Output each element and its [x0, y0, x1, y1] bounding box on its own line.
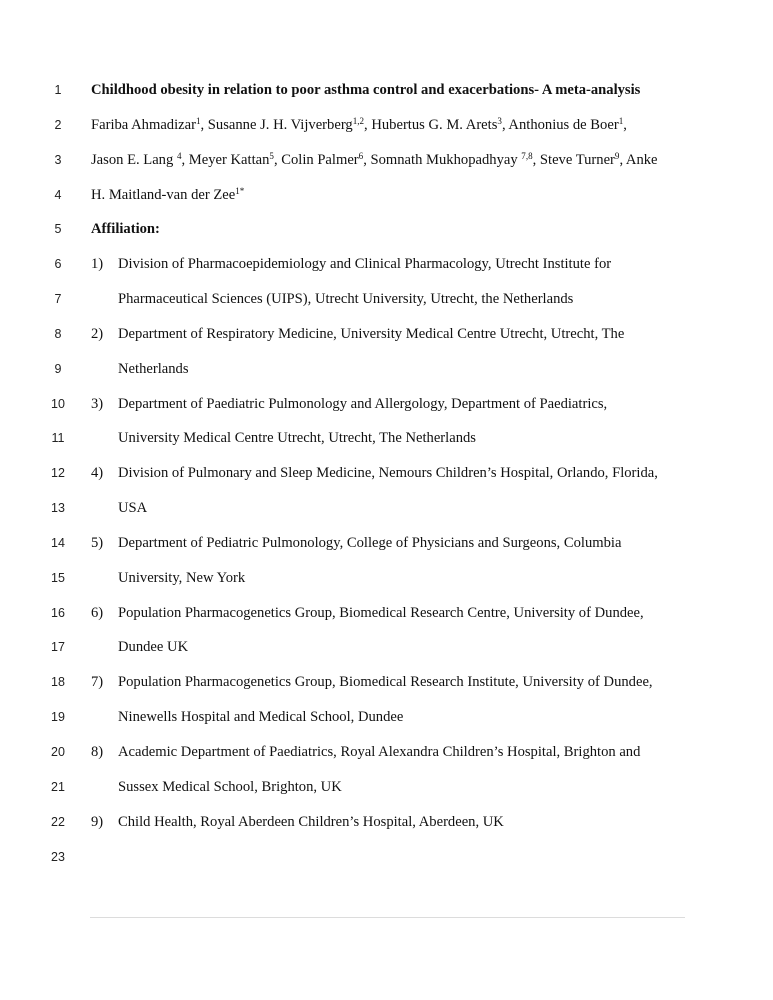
affiliation-number: 3)	[91, 396, 104, 412]
affiliation-text: Department of Paediatric Pulmonology and Allergology, Department of Paediatrics,	[118, 396, 608, 412]
line-number: 6	[54, 257, 62, 271]
affiliation-text: Academic Department of Paediatrics, Royal Alexandra Children’s Hospital, Brighton and	[118, 744, 641, 760]
affiliation-text: Division of Pulmonary and Sleep Medicine, Nemours Children’s Hospital, Orlando, Florida,	[118, 465, 658, 481]
author-affiliation-mark: 5	[269, 151, 274, 162]
line-number: 5	[54, 222, 62, 236]
author-name: Fariba Ahmadizar	[91, 117, 196, 133]
author-name: Jason E. Lang	[91, 152, 177, 168]
author-affiliation-mark: 1,2	[352, 116, 365, 127]
affiliation-text: Pharmaceutical Sciences (UIPS), Utrecht University, Utrecht, the Netherlands	[118, 291, 574, 307]
affiliation-text: University Medical Centre Utrecht, Utrecht, The Netherlands	[118, 430, 476, 446]
affiliation-number: 2)	[91, 326, 104, 342]
manuscript-line	[0, 78, 773, 102]
manuscript-line	[0, 461, 773, 485]
manuscript-line	[0, 740, 773, 764]
manuscript-line	[0, 217, 773, 241]
author-affiliation-mark: 1	[618, 116, 624, 127]
author-separator: ,	[623, 117, 627, 133]
affiliation-text: Ninewells Hospital and Medical School, Dundee	[118, 709, 404, 725]
author-affiliation-mark: 3	[497, 116, 502, 127]
manuscript-line	[0, 183, 773, 207]
affiliation-text: University, New York	[118, 570, 246, 586]
affiliation-number: 5)	[91, 535, 104, 551]
affiliation-number: 8)	[91, 744, 104, 760]
paper-title: Childhood obesity in relation to poor asthma control and exacerbations- A meta-analysis	[91, 82, 641, 98]
author-name: , Hubertus G. M. Arets	[364, 117, 498, 133]
affiliation-number: 7)	[91, 674, 104, 690]
affiliation-text: Child Health, Royal Aberdeen Children’s Hospital, Aberdeen, UK	[118, 814, 504, 830]
line-number: 15	[51, 571, 65, 585]
author-affiliation-mark: 6	[358, 151, 364, 162]
line-number: 16	[51, 606, 65, 620]
footer-divider	[90, 917, 685, 918]
line-number: 9	[54, 362, 62, 376]
manuscript-line	[0, 496, 773, 520]
author-affiliation-mark: 1	[195, 116, 201, 127]
manuscript-line	[0, 670, 773, 694]
author-affiliation-mark: 7,8	[521, 151, 533, 162]
manuscript-line	[0, 705, 773, 729]
manuscript-line	[0, 392, 773, 416]
line-number: 13	[51, 501, 65, 515]
affiliation-number: 4)	[91, 465, 104, 481]
author-name: , Meyer Kattan	[181, 152, 270, 168]
author-name: H. Maitland-van der Zee	[91, 187, 236, 203]
manuscript-line	[0, 287, 773, 311]
affiliation-text: USA	[118, 500, 148, 516]
author-list	[91, 148, 658, 172]
manuscript-line	[0, 252, 773, 276]
affiliation-text: Population Pharmacogenetics Group, Biomedical Research Centre, University of Dundee,	[118, 605, 644, 621]
affiliation-heading: Affiliation:	[91, 221, 160, 237]
affiliation-text: Population Pharmacogenetics Group, Biomedical Research Institute, University of Dundee,	[118, 674, 653, 690]
line-number: 12	[51, 466, 65, 480]
manuscript-line	[0, 810, 773, 834]
affiliation-text: Department of Pediatric Pulmonology, College of Physicians and Surgeons, Columbia	[118, 535, 622, 551]
author-name: , Steve Turner	[532, 152, 615, 168]
line-number: 17	[51, 640, 65, 654]
affiliation-number: 6)	[91, 605, 104, 621]
line-number: 8	[54, 327, 62, 341]
manuscript-line	[0, 845, 773, 869]
affiliation-text: Netherlands	[118, 361, 189, 377]
line-number: 4	[54, 188, 62, 202]
line-number: 7	[54, 292, 62, 306]
author-name: , Somnath Mukhopadhyay	[363, 152, 522, 168]
author-name: , Susanne J. H. Vijverberg	[200, 117, 353, 133]
author-name: , Anthonius de Boer	[501, 117, 619, 133]
line-number: 23	[51, 850, 65, 864]
line-number: 18	[51, 675, 65, 689]
affiliation-text: Department of Respiratory Medicine, University Medical Centre Utrecht, Utrecht, The	[118, 326, 625, 342]
line-number: 1	[54, 83, 62, 97]
affiliation-text: Sussex Medical School, Brighton, UK	[118, 779, 342, 795]
manuscript-line	[0, 357, 773, 381]
line-number: 22	[51, 815, 65, 829]
manuscript-line	[0, 322, 773, 346]
manuscript-line	[0, 113, 773, 137]
affiliation-number: 1)	[91, 256, 104, 272]
line-number: 2	[54, 118, 62, 132]
manuscript-line	[0, 635, 773, 659]
affiliation-text: Division of Pharmacoepidemiology and Clinical Pharmacology, Utrecht Institute for	[118, 256, 612, 272]
line-number: 10	[51, 397, 65, 411]
author-name: , Anke	[619, 152, 658, 168]
line-number: 14	[51, 536, 65, 550]
affiliation-text: Dundee UK	[118, 639, 189, 655]
line-number: 20	[51, 745, 65, 759]
line-number: 19	[51, 710, 65, 724]
affiliation-number: 9)	[91, 814, 104, 830]
author-affiliation-mark: 4	[176, 151, 182, 162]
author-affiliation-mark: 1*	[235, 186, 245, 197]
line-number: 11	[51, 431, 65, 445]
author-name: , Colin Palmer	[273, 152, 359, 168]
manuscript-line	[0, 531, 773, 555]
author-list	[91, 113, 627, 137]
author-list	[91, 183, 244, 207]
author-affiliation-mark: 9	[614, 151, 620, 162]
manuscript-line	[0, 775, 773, 799]
manuscript-line	[0, 148, 773, 172]
line-number: 21	[51, 780, 65, 794]
line-number: 3	[54, 153, 62, 167]
manuscript-line	[0, 566, 773, 590]
manuscript-line	[0, 601, 773, 625]
manuscript-line	[0, 426, 773, 450]
